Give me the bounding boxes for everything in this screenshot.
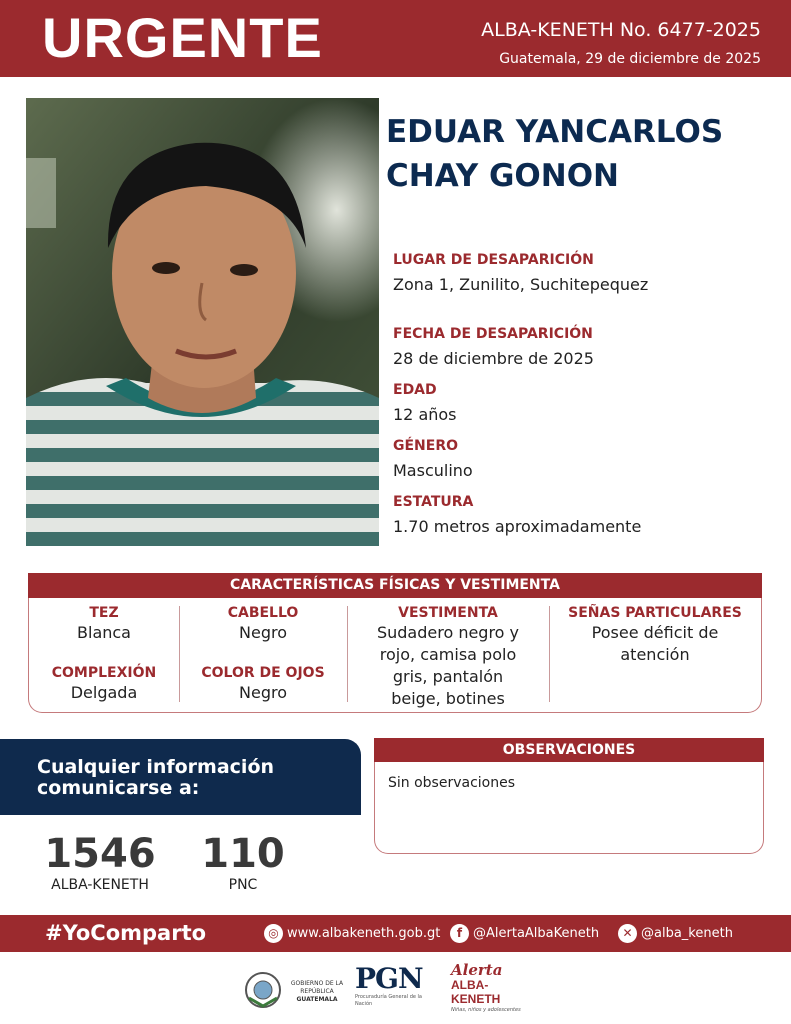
facebook-text: @AlertaAlbaKeneth xyxy=(473,926,600,941)
detail-gender xyxy=(393,437,473,481)
footer-bar xyxy=(0,915,791,952)
senas-line: Posee déficit de xyxy=(591,623,719,642)
detail-value: 12 años xyxy=(393,405,457,424)
eye-color-label: COLOR DE OJOS xyxy=(201,665,325,681)
senas-line: atención xyxy=(620,645,690,664)
vestimenta-line: rojo, camisa polo xyxy=(379,645,517,664)
contact-text-line2: comunicarse a: xyxy=(37,777,200,799)
vestimenta-column xyxy=(348,604,548,710)
gob-line1: GOBIERNO DE LA REPÚBLICA xyxy=(290,980,344,995)
phone-label: PNC xyxy=(228,877,258,893)
alba-keneth-logo xyxy=(451,962,531,1014)
detail-value: 1.70 metros aproximadamente xyxy=(393,517,642,536)
detail-label: FECHA DE DESAPARICIÓN xyxy=(393,326,593,342)
facebook-link[interactable] xyxy=(450,924,599,943)
characteristics-title: CARACTERÍSTICAS FÍSICAS Y VESTIMENTA xyxy=(28,573,762,598)
cabello-label: CABELLO xyxy=(227,605,299,621)
photo-illustration xyxy=(26,98,379,546)
contact-text xyxy=(37,757,274,799)
missing-person-photo xyxy=(26,98,379,546)
tez-label: TEZ xyxy=(89,605,119,621)
phone-label: ALBA-KENETH xyxy=(51,877,149,893)
contact-text-line1: Cualquier información xyxy=(37,756,275,778)
observations-text: Sin observaciones xyxy=(388,775,516,791)
alert-number: ALBA-KENETH No. 6477-2025 xyxy=(481,19,761,41)
globe-icon: ◎ xyxy=(264,924,283,943)
pgn-logo xyxy=(355,964,435,1008)
senas-column xyxy=(550,604,760,666)
alert-date: Guatemala, 29 de diciembre de 2025 xyxy=(499,51,761,67)
partner-logos xyxy=(0,958,791,1018)
x-icon: ✕ xyxy=(618,924,637,943)
contact-banner xyxy=(0,739,361,815)
vestimenta-line: Sudadero negro y xyxy=(376,623,520,642)
complexion-value: Delgada xyxy=(70,683,138,702)
detail-age xyxy=(393,381,457,425)
phone-pnc[interactable] xyxy=(196,832,290,894)
website-link[interactable] xyxy=(264,924,440,943)
detail-date xyxy=(393,325,594,369)
phone-number: 110 xyxy=(201,831,285,877)
complexion-label: COMPLEXIÓN xyxy=(51,665,157,681)
tez-column xyxy=(30,604,178,704)
urgent-title: URGENTE xyxy=(42,6,323,69)
ak-mid: ALBA-KENETH xyxy=(451,978,501,1006)
twitter-text: @alba_keneth xyxy=(641,926,733,941)
detail-value: Masculino xyxy=(393,461,473,480)
person-name xyxy=(386,110,781,198)
phone-number: 1546 xyxy=(44,831,156,877)
observations-title: OBSERVACIONES xyxy=(374,738,764,762)
detail-value: 28 de diciembre de 2025 xyxy=(393,349,594,368)
detail-label: GÉNERO xyxy=(393,438,459,454)
hashtag: #YoComparto xyxy=(45,921,207,945)
person-name-line2: CHAY GONON xyxy=(386,158,619,194)
detail-label: ESTATURA xyxy=(393,494,474,510)
vestimenta-line: gris, pantalón xyxy=(392,667,504,686)
detail-height xyxy=(393,493,641,537)
detail-location xyxy=(393,251,648,295)
pgn-sub: Procuraduría General de la Nación xyxy=(355,994,422,1007)
vestimenta-label: VESTIMENTA xyxy=(398,605,498,621)
person-name-line1: EDUAR YANCARLOS xyxy=(386,114,724,150)
detail-label: LUGAR DE DESAPARICIÓN xyxy=(393,252,594,268)
ak-sub: Niñas, niños y adolescentes xyxy=(451,1007,521,1013)
website-text: www.albakeneth.gob.gt xyxy=(287,926,441,941)
guatemala-coat-of-arms-icon xyxy=(243,968,283,1012)
detail-value: Zona 1, Zunilito, Suchitepequez xyxy=(393,275,649,294)
cabello-column xyxy=(180,604,346,704)
facebook-icon: f xyxy=(450,924,469,943)
gob-line2: GUATEMALA xyxy=(296,996,338,1003)
tez-value: Blanca xyxy=(77,623,131,642)
senas-label: SEÑAS PARTICULARES xyxy=(568,605,742,621)
eye-color-value: Negro xyxy=(239,683,287,702)
detail-label: EDAD xyxy=(393,382,437,398)
header-banner xyxy=(0,0,791,77)
pgn-letters: PGN xyxy=(355,962,423,995)
gob-text xyxy=(285,980,349,1004)
phone-alba-keneth[interactable] xyxy=(38,832,162,894)
cabello-value: Negro xyxy=(239,623,287,642)
twitter-link[interactable] xyxy=(618,924,733,943)
vestimenta-line: beige, botines xyxy=(391,689,505,708)
ak-top: Alerta xyxy=(451,961,503,979)
